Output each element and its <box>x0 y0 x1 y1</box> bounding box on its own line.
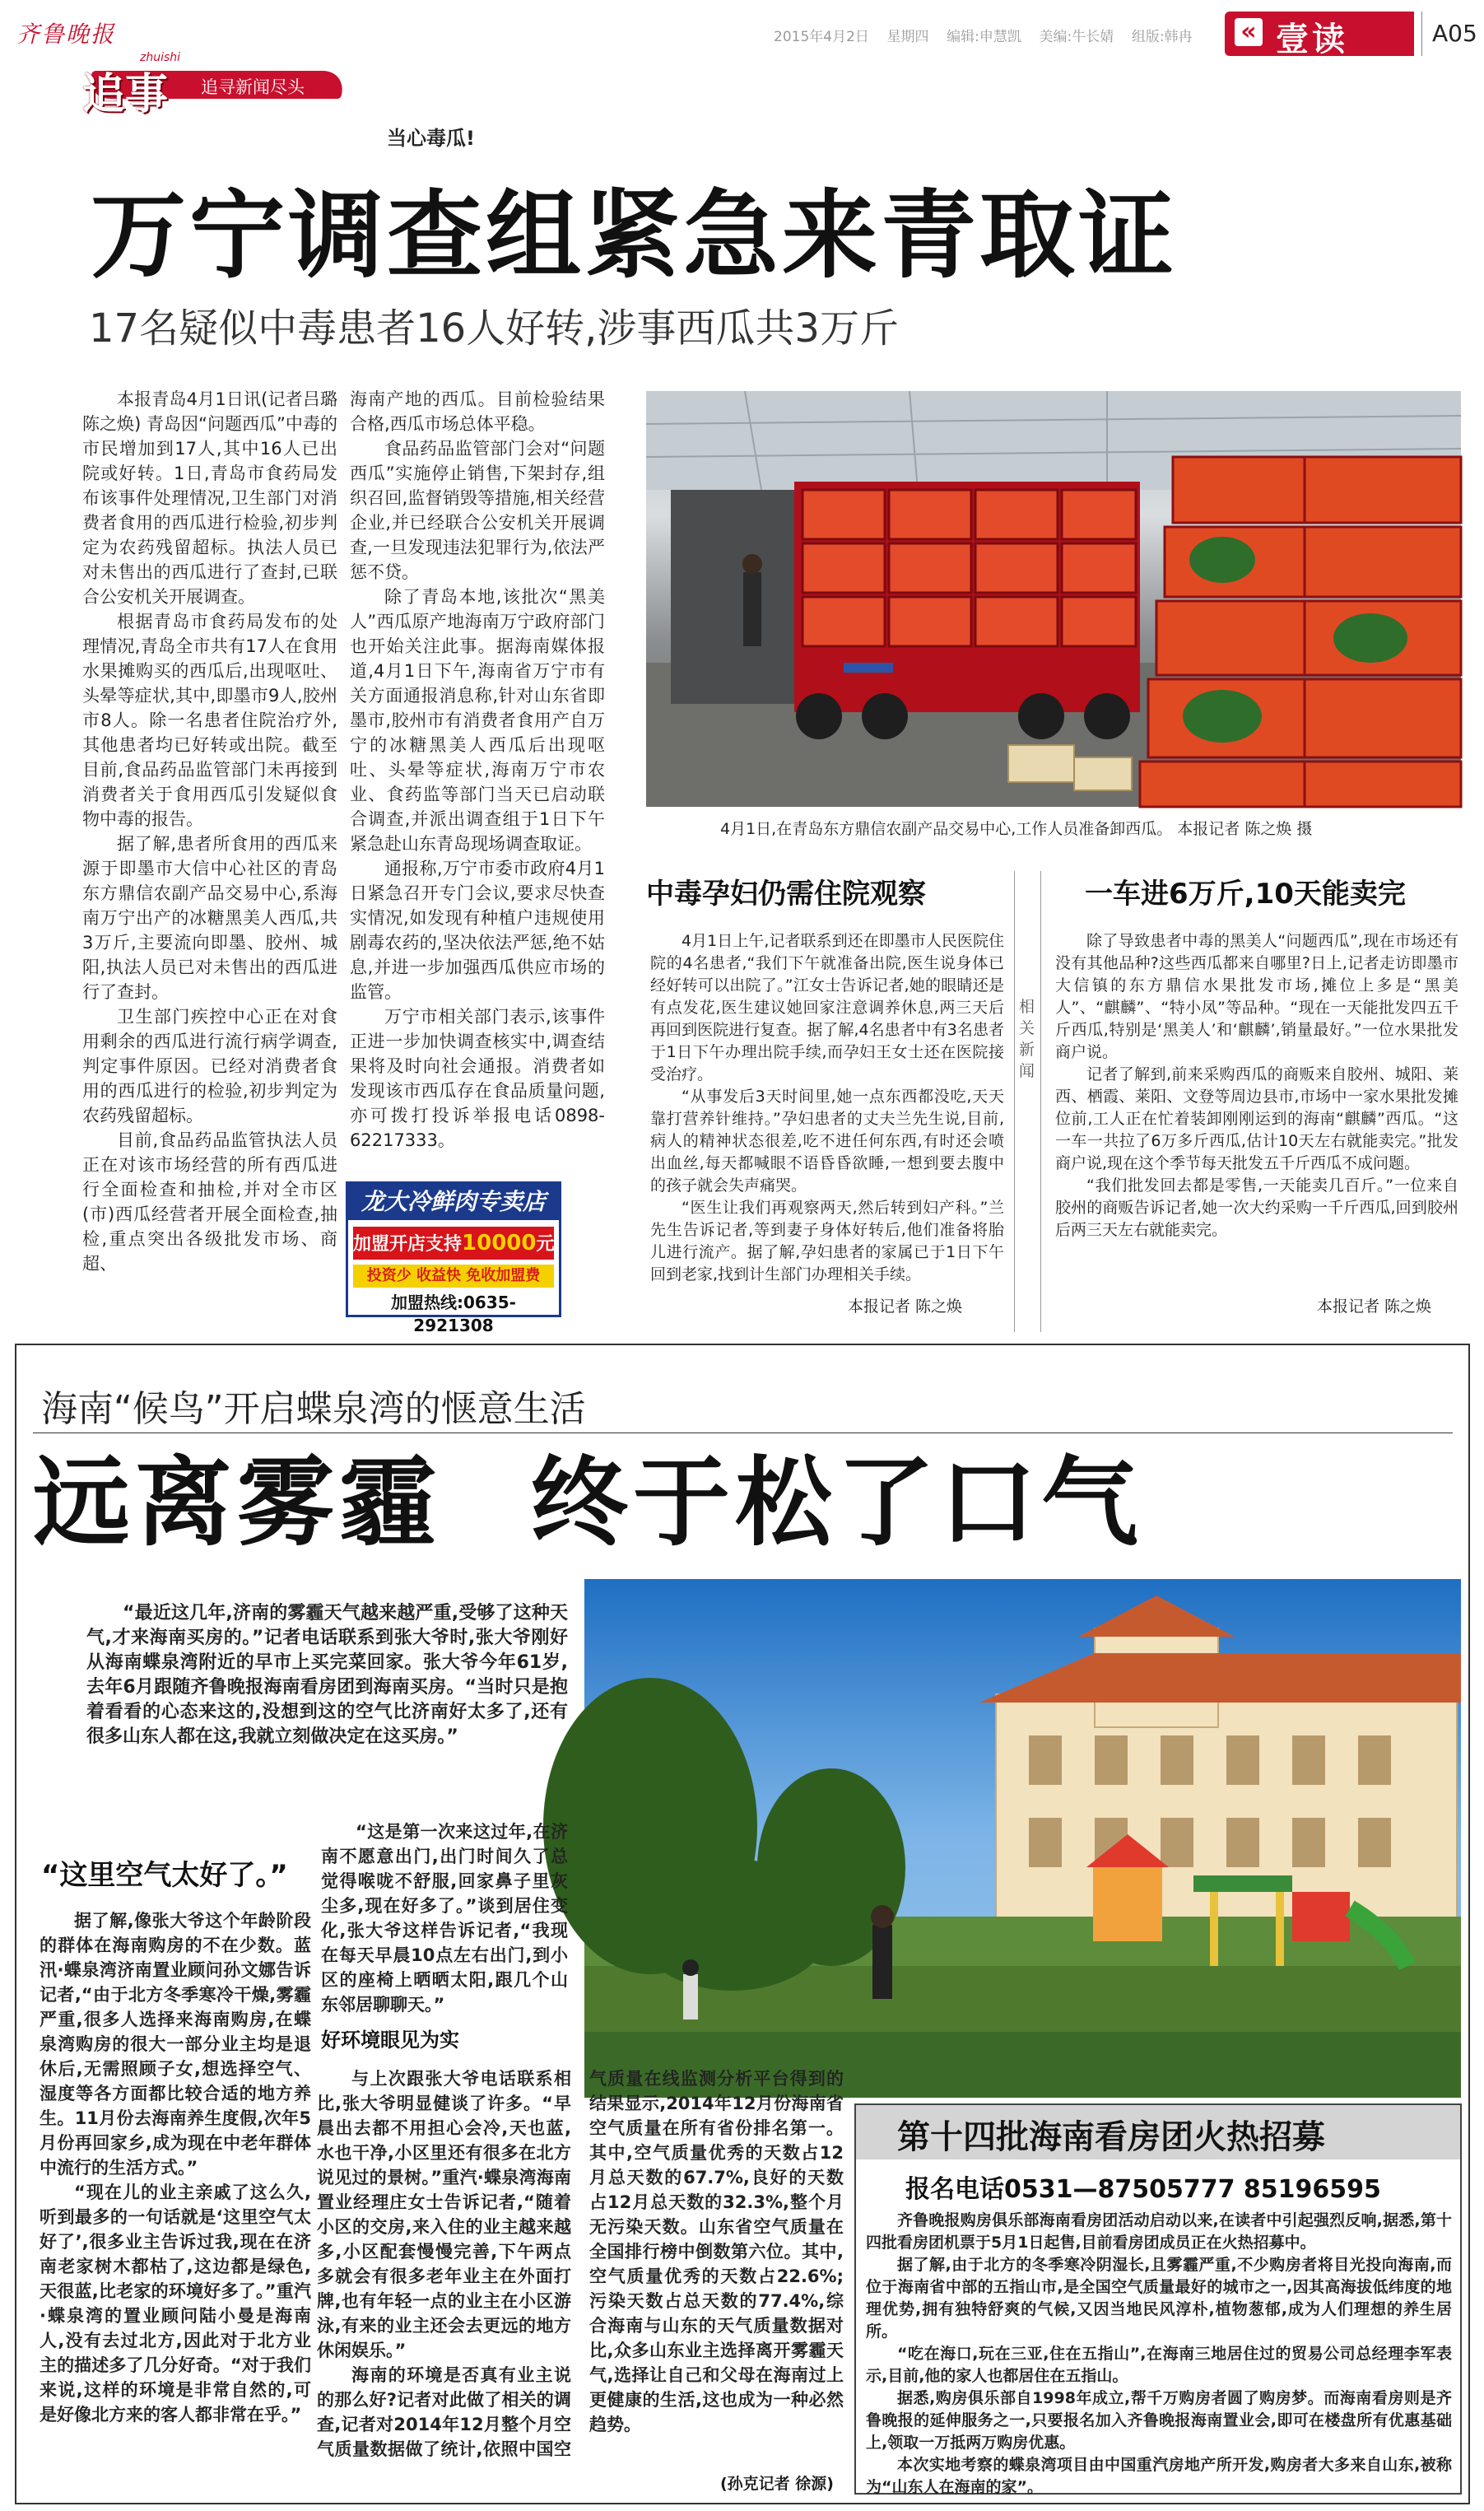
related-divider-left <box>1014 871 1015 1332</box>
side-story1-byline: 本报记者 陈之焕 <box>848 1297 963 1316</box>
feature-paragraph: “现在儿的业主亲戚了这么久,听到最多的一句话就是‘这里空气太好了’,很多业主告诉过我,现在在济南老家树木都枯了,这边都是绿色,天很蓝,比老家的环境好多了。”重汽·蝶泉湾的置业顾问陆小曼是海南人,没有去过北方,因此对于北方业主的描述多了几分好奇。“对于我们来说,这样的环境是非常自然的,可是好像北方来的客人都非常在乎。” <box>40 2183 311 2425</box>
ad-meat-store <box>346 1181 561 1335</box>
feature-subhead: 好环境眼见为实 <box>321 2029 459 2052</box>
feature-intro <box>86 1601 568 1774</box>
recruit-phone-numbers: 0531—87505777 85196595 <box>1004 2175 1381 2204</box>
feature-paragraph: “这是第一次来这过年,在济南不愿意出门,出门时间久了总觉得喉咙不舒服,回家鼻子里灰尘多,现在好多了。”谈到居住变化,张大爷这样告诉记者,“我现在每天早晨10点左右出门,到小区的座椅上晒晒太阳,跟几个山东邻居聊聊天。” <box>321 1822 568 2015</box>
section-name: 壹读 <box>1276 21 1348 58</box>
folio-art-editor: 美编:牛长婧 <box>1039 29 1114 45</box>
watermelon-market-illustration <box>646 391 1461 807</box>
recruit-paragraph: 据了解,由于北方的冬季寒冷阴湿长,且雾霾严重,不少购房者将目光投向海南,而位于海南省中部的五指山市,是全国空气质量最好的城市之一,因其高海拔低纬度的地理优势,拥有独特舒爽的气候,又因当地民风淳朴,植物葱郁,成为人们理想的养生居所。 <box>866 2256 1452 2341</box>
feature-byline: (孙克记者 徐源) <box>720 2475 834 2493</box>
column-badge-tagline: 追寻新闻尽头 <box>201 77 305 97</box>
feature-col-b <box>321 1819 568 2013</box>
resort-villa-illustration <box>584 1579 1461 2098</box>
side-story2-byline: 本报记者 陈之焕 <box>1317 1297 1432 1316</box>
feature-col-a <box>40 1908 311 2495</box>
folio-layout: 组版:韩冉 <box>1131 29 1193 45</box>
ad-meat-offer <box>353 1227 554 1260</box>
page-number: A05 <box>1432 20 1477 47</box>
feature-title-left: 远离雾霾 <box>33 1445 442 1559</box>
section-chevron-icon: « <box>1235 18 1263 46</box>
recruit-paragraph: “吃在海口,玩在三亚,住在五指山”,在海南三地居住过的贸易公司总经理李军表示,目前,他的家人也都居住在五指山。 <box>866 2345 1452 2385</box>
masthead <box>0 0 1484 150</box>
headline: 万宁调查组紧急来青取证 <box>91 180 1177 291</box>
side-story1-body <box>650 930 1004 1317</box>
column-badge-pinyin: zhuishi <box>140 51 181 64</box>
lead-paragraph: 海南产地的西瓜。目前检验结果合格,西瓜市场总体平稳。 <box>350 389 605 434</box>
recruit-phone-label: 报名电话 <box>905 2175 1004 2204</box>
related-divider-right <box>1040 871 1041 1332</box>
ad-meat-offer-suffix: 元 <box>536 1234 555 1255</box>
folio-editor: 编辑:申慧凯 <box>947 29 1021 45</box>
paper-logo: 齐鲁晚报 <box>16 21 116 48</box>
recruit-phone-line <box>905 2169 1381 2205</box>
related-news-label: 相关新闻 <box>1019 998 1035 1080</box>
recruit-body <box>866 2210 1452 2496</box>
side-story2-paragraph: 记者了解到,前来采购西瓜的商贩来自胶州、城阳、莱西、栖霞、莱阳、文登等周边县市,市场中一家水果批发摊位前,工人正在忙着装卸刚刚运到的海南“麒麟”西瓜。“这一车一共拉了6万多斤西瓜,估计10天左右就能卖完。”批发商户说,现在这个季节每天批发五千斤西瓜不成问题。 <box>1055 1065 1458 1172</box>
watermelon-market-photo <box>646 391 1461 807</box>
folio-line <box>774 25 1193 45</box>
folio-weekday: 星期四 <box>886 29 929 45</box>
lead-article-col2 <box>350 387 605 1150</box>
column-badge-title: 追事 <box>82 69 169 119</box>
feature-title-right: 终于松了口气 <box>531 1445 1144 1559</box>
side-story1-paragraph: “从事发后3天时间里,她一点东西都没吃,天天靠打营养针维持。”孕妇患者的丈夫兰先生说,目前,病人的精神状态很差,吃不进任何东西,有时还会喷出血丝,每天都喊眼不语昏昏欲睡,一想到要去腹中的孩子就会失声痛哭。 <box>650 1088 1004 1195</box>
side-story2-body <box>1055 930 1458 1317</box>
lead-paragraph: 除了青岛本地,该批次“黑美人”西瓜原产地海南万宁政府部门也开始关注此事。据海南媒体报道,4月1日下午,海南省万宁市有关方面通报消息称,针对山东省即墨市,胶州市有消费者食用产自万宁的冰糖黑美人西瓜后出现呕吐、头晕等症状,海南万宁市农业、食药监等部门当天已启动联合调查,并派出调查组于1日下午紧急赴山东青岛现场调查取证。 <box>350 587 605 854</box>
recruit-paragraph: 据悉,购房俱乐部自1998年成立,帮千万购房者圆了购房梦。而海南看房则是齐鲁晚报的延伸服务之一,只要报名加入齐鲁晚报海南置业会,即可在楼盘所有优惠基础上,领取一万抵两万购房优惠。 <box>866 2389 1452 2452</box>
recruit-title: 第十四批海南看房团火热招募 <box>897 2118 1325 2156</box>
folio-date: 2015年4月2日 <box>774 29 869 45</box>
photo1-caption: 4月1日,在青岛东方鼎信农副产品交易中心,工作人员准备卸西瓜。 本报记者 陈之焕 摄 <box>720 820 1313 838</box>
side-story2-title: 一车进6万斤,10天能卖完 <box>1085 878 1406 911</box>
side-story1-title: 中毒孕妇仍需住院观察 <box>646 878 926 911</box>
ad-meat-name: 龙大冷鲜肉专卖店 <box>348 1184 559 1220</box>
lead-paragraph: 本报青岛4月1日讯(记者吕璐 陈之焕) 青岛因“问题西瓜”中毒的市民增加到17人,其中16人已出院或好转。1日,青岛市食药局发布该事件处理情况,卫生部门对消费者食用的西瓜进行检验,初步判定为农药残留超标。执法人员已对未售出的西瓜进行了查封,已联合公安机关开展调查。 <box>82 389 337 607</box>
subheadline: 17名疑似中毒患者16人好转,涉事西瓜共3万斤 <box>89 305 899 352</box>
ad-meat-tagline: 投资少 收益快 免收加盟费 <box>353 1265 554 1288</box>
side-story2-paragraph: 除了导致患者中毒的黑美人“问题西瓜”,现在市场还有没有其他品种?这些西瓜都来自哪里?日上,记者走访即墨市大信镇的东方鼎信水果批发市场,摊位上多是“黑美人”、“麒麟”、“特小凤”等品种。“现在一天能批发四五千斤西瓜,特别是‘黑美人’和‘麒麟’,销量最好。”一位水果批发商户说。 <box>1055 932 1458 1061</box>
recruit-paragraph: 齐鲁晚报购房俱乐部海南看房团活动启动以来,在读者中引起强烈反响,据悉,第十四批看房团机票于5月1日起售,目前看房团成员正在火热招募中。 <box>866 2211 1452 2252</box>
feature-pull-quote: “这里空气太好了。” <box>41 1859 288 1892</box>
feature-kicker: 海南“候鸟”开启蝶泉湾的惬意生活 <box>41 1388 586 1430</box>
recruit-paragraph: 本次实地考察的蝶泉湾项目由中国重汽房地产所开发,购房者大多来自山东,被称为“山东人在海南的家”。 <box>866 2456 1452 2496</box>
tab-divider <box>1421 12 1422 56</box>
ad-meat-offer-amount: 10000 <box>462 1231 537 1256</box>
lead-paragraph: 食品药品监管部门会对“问题西瓜”实施停止销售,下架封存,组织召回,监督销毁等措施,相关经营企业,并已经联合公安机关开展调查,一旦发现违法犯罪行为,依法严惩不贷。 <box>350 439 605 582</box>
side-story1-paragraph: “医生让我们再观察两天,然后转到妇产科。”兰先生告诉记者,等到妻子身体好转后,他们准备将胎儿进行流产。据了解,孕妇患者的家属已于1日下午回到老家,找到计生部门办理相关手续。 <box>650 1199 1004 1283</box>
column-badge-topic: 当心毒瓜! <box>387 127 475 150</box>
lead-paragraph: 根据青岛市食药局发布的处理情况,青岛全市共有17人在食用水果摊购买的西瓜后,出现呕吐、头晕等症状,其中,即墨市9人,胶州市8人。除一名患者住院治疗外,其他患者均已好转或出院。截至目前,食品药品监管部门未再接到消费者关于食用西瓜引发疑似食物中毒的报告。 <box>82 612 337 829</box>
resort-villa-photo <box>584 1579 1461 2098</box>
feature-paragraph: 海南的环境是否真有业主说的那么好?记者对此做了相关的调查,记者对2014年12月整个月空气质量数据做了统计,依照中国空气质量在线监测分析平台得到的结果显示,2014年12月份海南省空气质量在所有省份排名第一。其中,空气质量优秀的天数占12月总天数的67.7%,良好的天数占12月总天数的32.3%,整个月无污染天数。山东省空气质量在全国排行榜中倒数第六位。其中,空气质量优秀的天数占22.6%;污染天数占总天数的77.4%,综合海南与山东的天气质量数据对比,众多山东业主选择离开雾霾天气,选择让自己和父母在海南过上更健康的生活,这也成为一种必然趋势。 <box>317 2069 844 2459</box>
ad-meat-offer-prefix: 加盟开店支持 <box>353 1234 463 1255</box>
feature-paragraph: 与上次跟张大爷电话联系相比,张大爷明显健谈了许多。“早晨出去都不用担心会冷,天也蓝,水也干净,小区里还有很多在北方说见过的景树。”重汽·蝶泉湾海南置业经理庄女士告诉记者,“随着小区的交房,来入住的业主越来越多,小区配套慢慢完善,下午两点多就会有很多老年业主在外面打牌,也有年轻一点的业主在小区游泳,有来的业主还会去更远的地方休闲娱乐。” <box>317 2069 571 2360</box>
lead-paragraph: 据了解,患者所食用的西瓜来源于即墨市大信中心社区的青岛东方鼎信农副产品交易中心,系海南万宁出产的冰糖黑美人西瓜,共3万斤,主要流向即墨、胶州、城阳,执法人员已对未售出的西瓜进行了查封。 <box>82 834 337 1002</box>
lead-paragraph: 目前,食品药品监管执法人员正在对该市场经营的所有西瓜进行全面检查和抽检,并对全市区(市)西瓜经营者开展全面检查,抽检,重点突出各级批发市场、商超、 <box>82 1130 337 1274</box>
lead-paragraph: 卫生部门疾控中心正在对食用剩余的西瓜进行流行病学调查,判定事件原因。已经对消费者食用的西瓜进行的检验,初步判定为农药残留超标。 <box>82 1007 337 1125</box>
lead-paragraph: 万宁市相关部门表示,该事件正进一步加快调查核实中,调查结果将及时向社会通报。消费者如发现该市西瓜存在食品质量问题,亦可拨打投诉举报电话0898-62217333。 <box>350 1007 605 1150</box>
feature-intro-paragraph: “最近这几年,济南的雾霾天气越来越严重,受够了这种天气,才来海南买房的。”记者电话联系到张大爷时,张大爷刚好从海南蝶泉湾附近的早市上买完菜回家。张大爷今年61岁,去年6月跟随齐鲁晚报海南看房团到海南买房。“当时只是抱着看看的心态来这的,没想到这的空气比济南好太多了,还有很多山东人都在这,我就立刻做决定在这买房。” <box>86 1603 568 1747</box>
lead-article-col1 <box>82 387 337 1332</box>
side-story1-paragraph: 4月1日上午,记者联系到还在即墨市人民医院住院的4名患者,“我们下午就准备出院,医生说身体已经好转可以出院了。”江女士告诉记者,她的眼睛还是有点发花,医生建议她回家注意调养休息,两三天后再回到医院进行复查。据了解,4名患者中有3名患者于1日下午办理出院手续,而孕妇王女士还在医院接受治疗。 <box>650 932 1004 1083</box>
feature-col-c <box>317 2066 844 2495</box>
lead-paragraph: 通报称,万宁市委市政府4月1日紧急召开专门会议,要求尽快查实情况,如发现有种植户违规使用剧毒农药的,坚决依法严惩,绝不姑息,并进一步加强西瓜供应市场的监管。 <box>350 859 605 1002</box>
side-story2-paragraph: “我们批发回去都是零售,一天能卖几百斤。”一位来自胶州的商贩告诉记者,她一次大约采购一千斤西瓜,回到胶州后两三天左右就能卖完。 <box>1055 1176 1458 1239</box>
ad-meat-hotline: 加盟热线:0635-2921308 <box>391 1293 516 1335</box>
feature-paragraph: 据了解,像张大爷这个年龄阶段的群体在海南购房的不在少数。蓝汛·蝶泉湾济南置业顾问孙文娜告诉记者,“由于北方冬季寒冷干燥,雾霾严重,很多人选择来海南购房,在蝶泉湾购房的很大一部分业主均是退休后,无需照顾子女,想选择空气、湿度等各方面都比较合适的地方养生。11月份去海南养生度假,次年5月份再回家乡,成为现在中老年群体中流行的生活方式。” <box>40 1911 311 2178</box>
